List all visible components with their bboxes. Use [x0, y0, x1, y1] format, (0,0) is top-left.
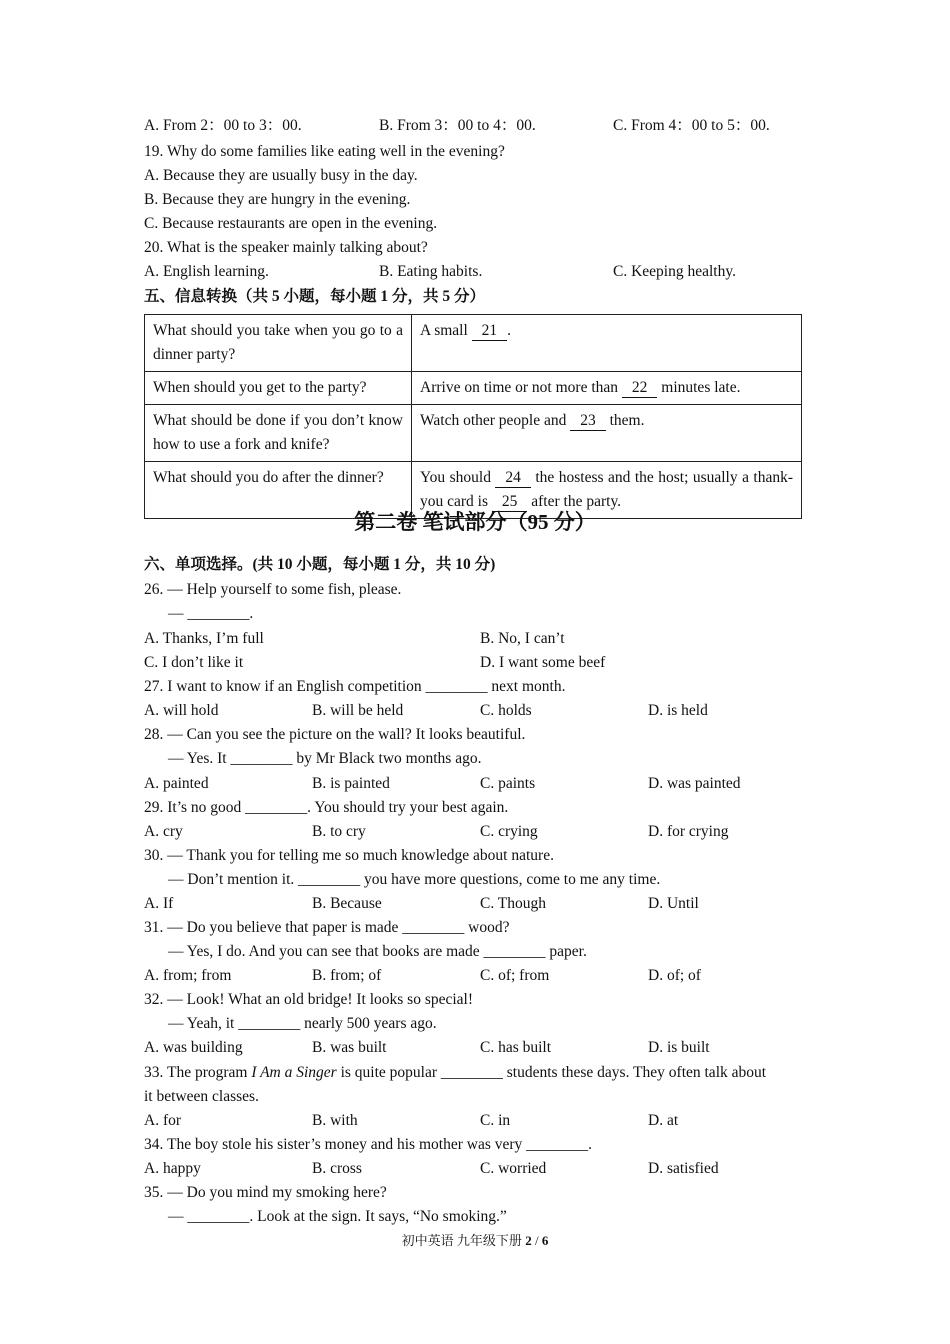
q33-option-c: C. in	[480, 1112, 511, 1129]
q18-option-a: A. From 2：00 to 3：00.	[144, 117, 302, 134]
q34-option-b: B. cross	[312, 1160, 362, 1177]
q31-stem: 31. — Do you believe that paper is made ________ wood?	[144, 919, 510, 936]
q34-option-c: C. worried	[480, 1160, 547, 1177]
table-question: What should be done if you don’t know how to use a fork and knife?	[145, 405, 412, 462]
table-question: What should you take when you go to a dinner party?	[145, 315, 412, 372]
q20-option-b: B. Eating habits.	[379, 263, 483, 280]
page-footer: 初中英语 九年级下册 2 / 6	[401, 1233, 549, 1248]
q18-option-c: C. From 4：00 to 5：00.	[613, 117, 770, 134]
table-answer: A small 21 .	[412, 315, 802, 372]
q26-reply: — ________.	[168, 605, 254, 622]
q31-option-b: B. from; of	[312, 967, 382, 984]
q19-option-a: A. Because they are usually busy in the day.	[144, 167, 418, 184]
q29-stem: 29. It’s no good ________. You should try your best again.	[144, 799, 509, 816]
q26-option-a: A. Thanks, I’m full	[144, 630, 264, 647]
q32-option-a: A. was building	[144, 1039, 243, 1056]
q32-option-d: D. is built	[648, 1039, 710, 1056]
q27-option-a: A. will hold	[144, 702, 219, 719]
q33-stem-continued: it between classes.	[144, 1088, 259, 1105]
table-row	[145, 372, 802, 405]
q33-option-a: A. for	[144, 1112, 182, 1129]
q32-option-b: B. was built	[312, 1039, 387, 1056]
q20-option-c: C. Keeping healthy.	[613, 263, 736, 280]
program-title: I Am a Singer	[251, 1064, 337, 1081]
info-transfer-table	[144, 314, 802, 519]
blank-21: 21	[472, 322, 508, 341]
q33-stem: 33. The program I Am a Singer is quite popular ________ students these days. They often talk about	[144, 1064, 767, 1081]
q27-stem: 27. I want to know if an English competition ________ next month.	[144, 678, 566, 695]
q29-option-b: B. to cry	[312, 823, 366, 840]
q26-stem: 26. — Help yourself to some fish, please.	[144, 581, 402, 598]
table-row	[145, 405, 802, 462]
table-row	[145, 315, 802, 372]
q28-option-a: A. painted	[144, 775, 209, 792]
q32-stem: 32. — Look! What an old bridge! It looks so special!	[144, 991, 474, 1008]
blank-24: 24	[495, 469, 531, 488]
page-number: 2	[525, 1233, 532, 1248]
section6-heading: 六、单项选择。(共 10 小题，每小题 1 分，共 10 分)	[144, 556, 496, 573]
table-question: When should you get to the party?	[145, 372, 412, 405]
q19-stem: 19. Why do some families like eating well in the evening?	[144, 143, 505, 160]
q20-stem: 20. What is the speaker mainly talking about?	[144, 239, 428, 256]
table-answer: Arrive on time or not more than 22 minutes late.	[412, 372, 802, 405]
q28-stem: 28. — Can you see the picture on the wall? It looks beautiful.	[144, 726, 526, 743]
q26-option-b: B. No, I can’t	[480, 630, 565, 647]
q29-option-c: C. crying	[480, 823, 538, 840]
table-question: What should you do after the dinner?	[145, 462, 412, 519]
q28-reply: — Yes. It ________ by Mr Black two months ago.	[168, 750, 482, 767]
section5-heading: 五、信息转换（共 5 小题，每小题 1 分，共 5 分）	[144, 288, 486, 305]
q33-option-b: B. with	[312, 1112, 358, 1129]
q31-option-c: C. of; from	[480, 967, 550, 984]
q27-option-d: D. is held	[648, 702, 708, 719]
q34-stem: 34. The boy stole his sister’s money and his mother was very ________.	[144, 1136, 593, 1153]
q27-option-b: B. will be held	[312, 702, 404, 719]
q33-option-d: D. at	[648, 1112, 679, 1129]
part2-title: 第二卷 笔试部分（95 分）	[354, 510, 596, 534]
q30-option-d: D. Until	[648, 895, 699, 912]
table-answer: You should 24 the hostess and the host; usually a thank-you card is 25 after the party.	[412, 462, 802, 519]
q32-reply: — Yeah, it ________ nearly 500 years ago.	[168, 1015, 437, 1032]
q30-reply: — Don’t mention it. ________ you have more questions, come to me any time.	[168, 871, 661, 888]
q29-option-a: A. cry	[144, 823, 183, 840]
blank-22: 22	[622, 379, 658, 398]
q20-option-a: A. English learning.	[144, 263, 269, 280]
q18-option-b: B. From 3：00 to 4：00.	[379, 117, 536, 134]
page-total: 6	[541, 1233, 549, 1248]
q27-option-c: C. holds	[480, 702, 532, 719]
q34-option-d: D. satisfied	[648, 1160, 719, 1177]
q28-option-d: D. was painted	[648, 775, 741, 792]
q32-option-c: C. has built	[480, 1039, 552, 1056]
q28-option-b: B. is painted	[312, 775, 390, 792]
q34-option-a: A. happy	[144, 1160, 201, 1177]
q19-option-c: C. Because restaurants are open in the evening.	[144, 215, 438, 232]
q30-option-b: B. Because	[312, 895, 382, 912]
q30-stem: 30. — Thank you for telling me so much knowledge about nature.	[144, 847, 554, 864]
q31-option-d: D. of; of	[648, 967, 701, 984]
q26-option-d: D. I want some beef	[480, 654, 606, 671]
q29-option-d: D. for crying	[648, 823, 729, 840]
blank-23: 23	[570, 412, 606, 431]
q35-stem: 35. — Do you mind my smoking here?	[144, 1184, 387, 1201]
q31-reply: — Yes, I do. And you can see that books are made ________ paper.	[168, 943, 587, 960]
q19-option-b: B. Because they are hungry in the evening.	[144, 191, 411, 208]
q28-option-c: C. paints	[480, 775, 536, 792]
q31-option-a: A. from; from	[144, 967, 232, 984]
blank-25: 25	[492, 493, 528, 512]
q30-option-c: C. Though	[480, 895, 547, 912]
q26-option-c: C. I don’t like it	[144, 654, 244, 671]
q30-option-a: A. If	[144, 895, 174, 912]
table-answer: Watch other people and 23 them.	[412, 405, 802, 462]
q35-reply: — ________. Look at the sign. It says, “No smoking.”	[168, 1208, 507, 1225]
